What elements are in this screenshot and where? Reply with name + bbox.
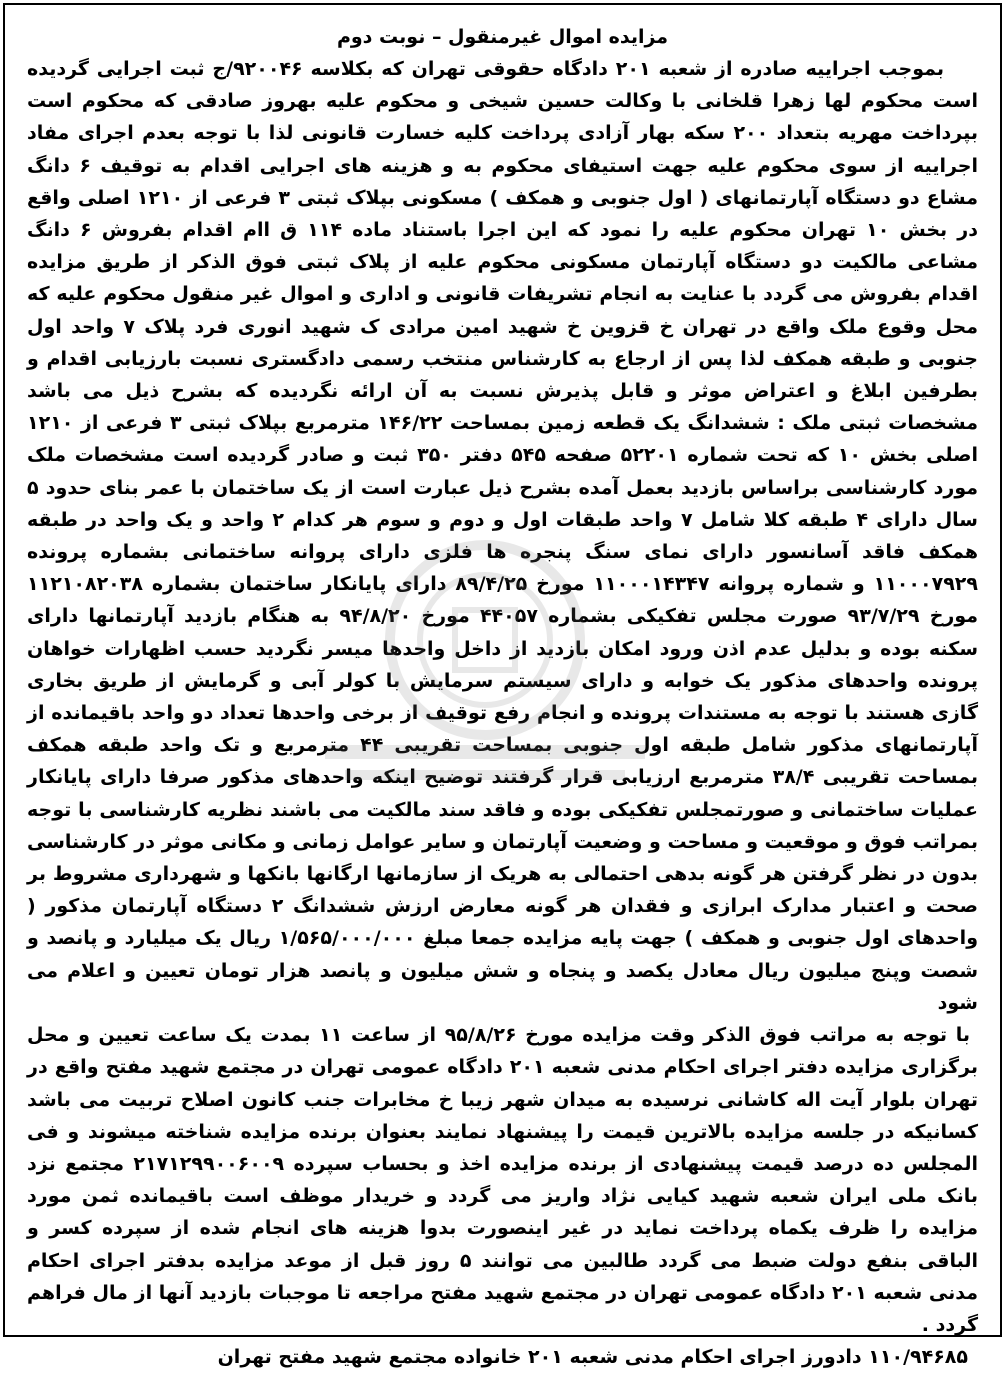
notice-paragraph-2: با توجه به مراتب فوق الذکر وقت مزایده مورخ ۹۵/۸/۲۶ از ساعت ۱۱ بمدت یک ساعت تعیین و محل برگزاری مزایده دفتر اجرای احکام مدنی شعبه ۲۰۱ دادگاه عمومی تهران در مجتمع شهید مفتح واقع در تهران بلوار آیت اله کاشانی نرسیده به میدان شهر زیبا خ مخابرات جنب کانون اصلاح تربیت می باشد کسانیکه در جلسه مزایده بالاترین قیمت را پیشنهاد نمایند بعنوان برنده مزایده شناخته میشوند و فی المجلس ده درصد قیمت پیشنهادی از برنده مزایده اخذ و بحساب سپرده ۲۱۷۱۲۹۹۰۰۶۰۰۹ مجتمع نزد بانک ملی ایران شعبه شهید کیایی نژاد واریز می گردد و خریدار موظف است باقیمانده ثمن مورد مزایده را ظرف یکماه پرداخت نماید در غیر اینصورت بدوا هزینه های انجام شده از سپرده کسر و الباقی بنفع دولت ضبط می گردد طالبین می توانند ۵ روز قبل از موعد مزایده بدفتر اجرای احکام مدنی شعبه ۲۰۱ دادگاه عمومی تهران در مجتمع شهید مفتح مراجعه تا موجبات بازدید آنها از مال فراهم گردد . [27,1024,979,1336]
auction-notice [3,3,1002,1369]
notice-title: مزایده اموال غیرمنقول – نوبت دوم [336,26,669,48]
notice-signature: ۱۱۰/۹۴۶۸۵ دادورز اجرای احکام مدنی شعبه ۲۰۱ خانواده مجتمع شهید مفتح تهران [217,1346,968,1369]
notice-paragraph-1: بموجب اجراییه صادره از شعبه ۲۰۱ دادگاه حقوقی تهران که بکلاسه ۹۲۰۰۴۶/ج ثبت اجرایی گردیده است محکوم لها زهرا قلخانی با وکالت حسین شیخی و محکوم علیه بهروز صادقی که محکوم است بپرداخت مهریه بتعداد ۲۰۰ سکه بهار آزادی پرداخت کلیه خسارت قانونی لذا با توجه بعدم اجرای مفاد اجراییه از سوی محکوم علیه جهت استیفای محکوم به و هزینه های اجرایی اقدام به توقیف ۶ دانگ مشاع دو دستگاه آپارتمانهای ( اول جنوبی و همکف ) مسکونی بپلاک ثبتی ۳ فرعی از ۱۲۱۰ اصلی واقع در بخش ۱۰ تهران محکوم علیه را نمود که این اجرا باستناد ماده ۱۱۴ ق اام اقدام بفروش ۶ دانگ مشاعی مالکیت دو دستگاه آپارتمان مسکونی محکوم علیه از پلاک ثبتی فوق الذکر از طریق مزایده اقدام بفروش می گردد با عنایت به انجام تشریفات قانونی و اداری و اموال غیر منقول محکوم علیه که محل وقوع ملک واقع در تهران خ قزوین خ شهید امین مرادی ک شهید انوری فرد پلاک ۷ واحد اول جنوبی و طبقه همکف لذا پس از ارجاع به کارشناس منتخب رسمی دادگستری نسبت بارزیابی اقدام و بطرفین ابلاغ و اعتراض موثر و قابل پذیرش نسبت به آن ارائه نگردیده که بشرح ذیل می باشد مشخصات ثبتی ملک : ششدانگ یک قطعه زمین بمساحت ۱۴۶/۲۲ مترمربع بپلاک ثبتی ۳ فرعی از ۱۲۱۰ اصلی بخش ۱۰ که تحت شماره ۵۲۲۰۱ صفحه ۵۴۵ دفتر ۳۵۰ ثبت و صادر گردیده است مشخصات ملک مورد کارشناسی براساس بازدید بعمل آمده بشرح ذیل عبارت است از یک ساختمان با عمر بنای حدود ۵ سال دارای ۴ طبقه کلا شامل ۷ واحد طبقات اول و دوم و سوم هر کدام ۲ واحد و یک واحد در طبقه همکف فاقد آسانسور دارای نمای سنگ پنجره ها فلزی دارای پروانه ساختمانی بشماره پرونده ۱۱۰۰۰۷۹۲۹ و شماره پروانه ۱۱۰۰۰۱۴۳۴۷ مورخ ۸۹/۴/۲۵ دارای پایانکار ساختمان بشماره ۱۱۲۱۰۸۲۰۳۸ مورخ ۹۳/۷/۲۹ صورت مجلس تفکیکی بشماره ۴۴۰۵۷ مورخ ۹۴/۸/۲۰ به هنگام بازدید آپارتمانها دارای سکنه بوده و بدلیل عدم اذن ورود امکان بازدید از داخل واحدها میسر نگردید حسب اظهارات خواهان پرونده واحدهای مذکور یک خوابه و دارای سیستم سرمایش با کولر آبی و گرمایش از طریق بخاری گازی هستند با توجه به مستندات پرونده و انجام رفع توقیف از برخی واحدها تعداد دو واحد باقیمانده از آپارتمانهای مذکور شامل طبقه اول جنوبی بمساحت تقریبی ۴۴ مترمربع و تک واحد طبقه همکف بمساحت تقریبی ۳۸/۴ مترمربع ارزیابی قرار گرفتند توضیح اینکه واحدهای مذکور صرفا دارای پایانکار عملیات ساختمانی و صورتمجلس تفکیکی بوده و فاقد سند مالکیت می باشند نظریه کارشناسی با توجه بمراتب فوق و موقعیت و مساحت و وضعیت آپارتمان و سایر عوامل زمانی و مکانی موثر در کارشناسی بدون در نظر گرفتن هر گونه بدهی احتمالی به هریک از سازمانها ارگانها بانکها و شهرداری مشروط بر صحت و اعتبار مدارک ابرازی و فقدان هر گونه معارض ارزش ششدانگ ۲ دستگاه آپارتمان مذکور ( واحدهای اول جنوبی و همکف ) جهت پایه مزایده جمعا مبلغ ۱/۵۶۵/۰۰۰/۰۰۰ ریال یک میلیارد و پانصد و شصت وپنج میلیون ریال معادل یکصد و پنجاه و شش میلیون و پانصد هزار تومان تعیین و اعلام می شود [27,58,979,1014]
